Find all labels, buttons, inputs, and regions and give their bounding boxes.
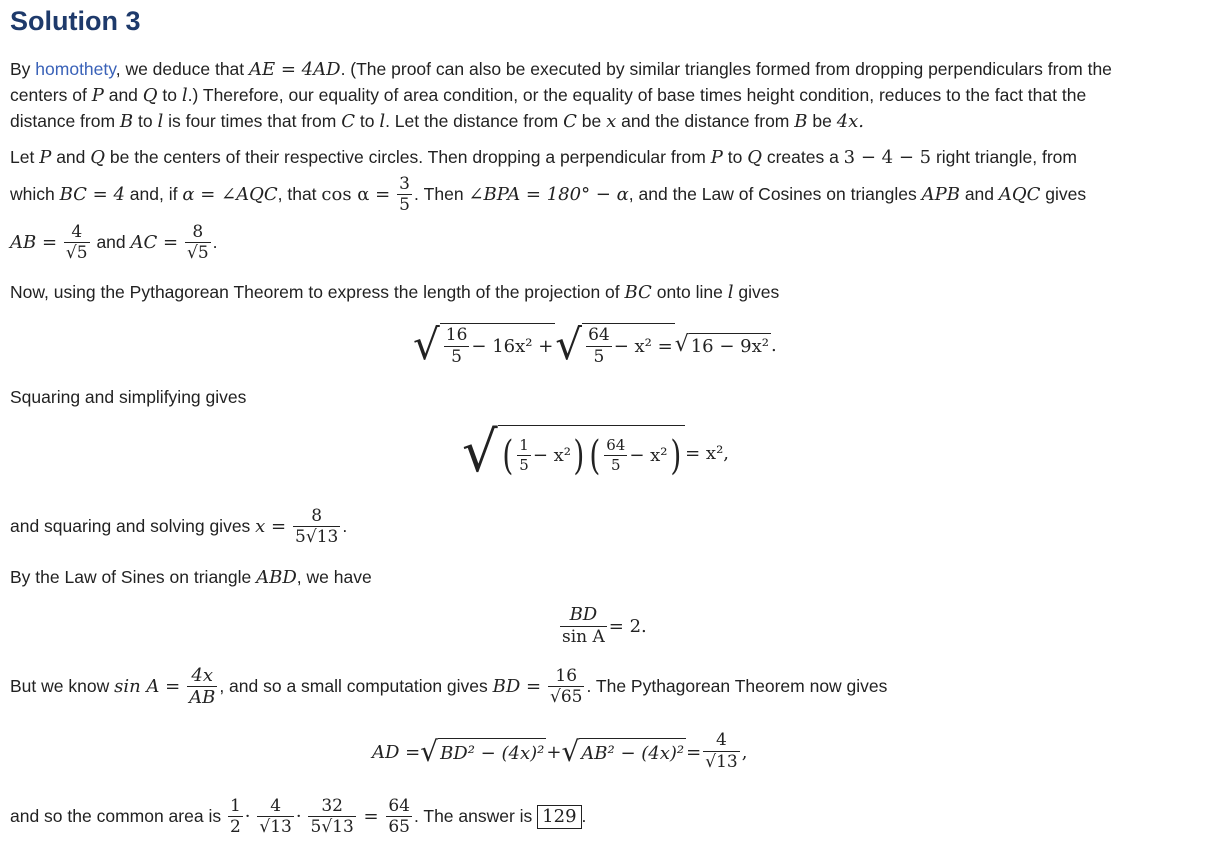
equation-projection: √ $\frac{16}{5}$ − 16x² + √ $\frac{64}{5}$ − x² = √ 16 − 9x² . [413,320,777,370]
paragraph-3: Now, using the Pythagorean Theorem to express the length of the projection of BC onto line l gives [10,282,780,303]
paragraph-7: But we know sin A = $\frac{4x}{AB}$ , and so a small computation gives BD = $\frac{16}{√65}$ . The Pythagorean Theorem now gives [10,664,888,709]
paragraph-1-line-2: centers of P and Q to l.) Therefore, our equality of area condition, or the equality of base times height condition, reduces to the fact that the [10,85,1087,106]
solution-heading: Solution 3 [10,6,141,36]
equation-ad: AD = √ BD² − (4x)² + √ AB² − (4x)² = $\frac{4}{√13}$ , [372,730,748,772]
paragraph-5: and squaring and solving gives x = $\frac{8}{5√13}$ . [10,505,348,548]
equation-squared: √ ( $\frac{1}{5}$ − x² ) ( $\frac{64}{5}$ − x² ) = x², [462,419,730,485]
ac-fraction: $\frac{8}{√5}$ [186,221,209,264]
cos-fraction: $\frac{3}{5}$ [399,173,410,216]
paragraph-4: Squaring and simplifying gives [10,387,247,407]
paragraph-1-line-1: By homothety, we deduce that AE = 4AD. (The proof can also be executed by similar triangles formed from dropping perpendiculars from the [10,59,1112,80]
answer-box: 129 [537,805,581,829]
homothety-link[interactable]: homothety [35,59,116,79]
paragraph-2-line-2: which BC = 4 and, if α = ∠AQC, that cos α = $\frac{3}{5}$ . Then ∠BPA = 180° − α, and the Law of Cosines on triangles APB and AQC gives [10,173,1087,216]
paragraph-2-line-1: Let P and Q be the centers of their respective circles. Then dropping a perpendicular from P to Q creates a 3 − 4 − 5 right triangle, from [10,147,1077,168]
paragraph-6: By the Law of Sines on triangle ABD, we have [10,567,372,588]
paragraph-2-line-3: AB = $\frac{4}{√5}$ and AC = $\frac{8}{√5}$ . [10,221,218,264]
ab-fraction: $\frac{4}{√5}$ [65,221,88,264]
paragraph-8: and so the common area is $\frac{1}{2}$ · $\frac{4}{√13}$ · $\frac{32}{5√13}$ = $\frac{64}{65}$ . The answer is 129 . [10,795,587,838]
equation-law-of-sines: $\frac{BD}{\text{sin A}}$ = 2. [562,603,647,647]
x-fraction: $\frac{8}{5√13}$ [295,505,339,548]
paragraph-1-line-3: distance from B to l is four times that from C to l. Let the distance from C be x and the distance from B be 4x. [10,111,865,132]
